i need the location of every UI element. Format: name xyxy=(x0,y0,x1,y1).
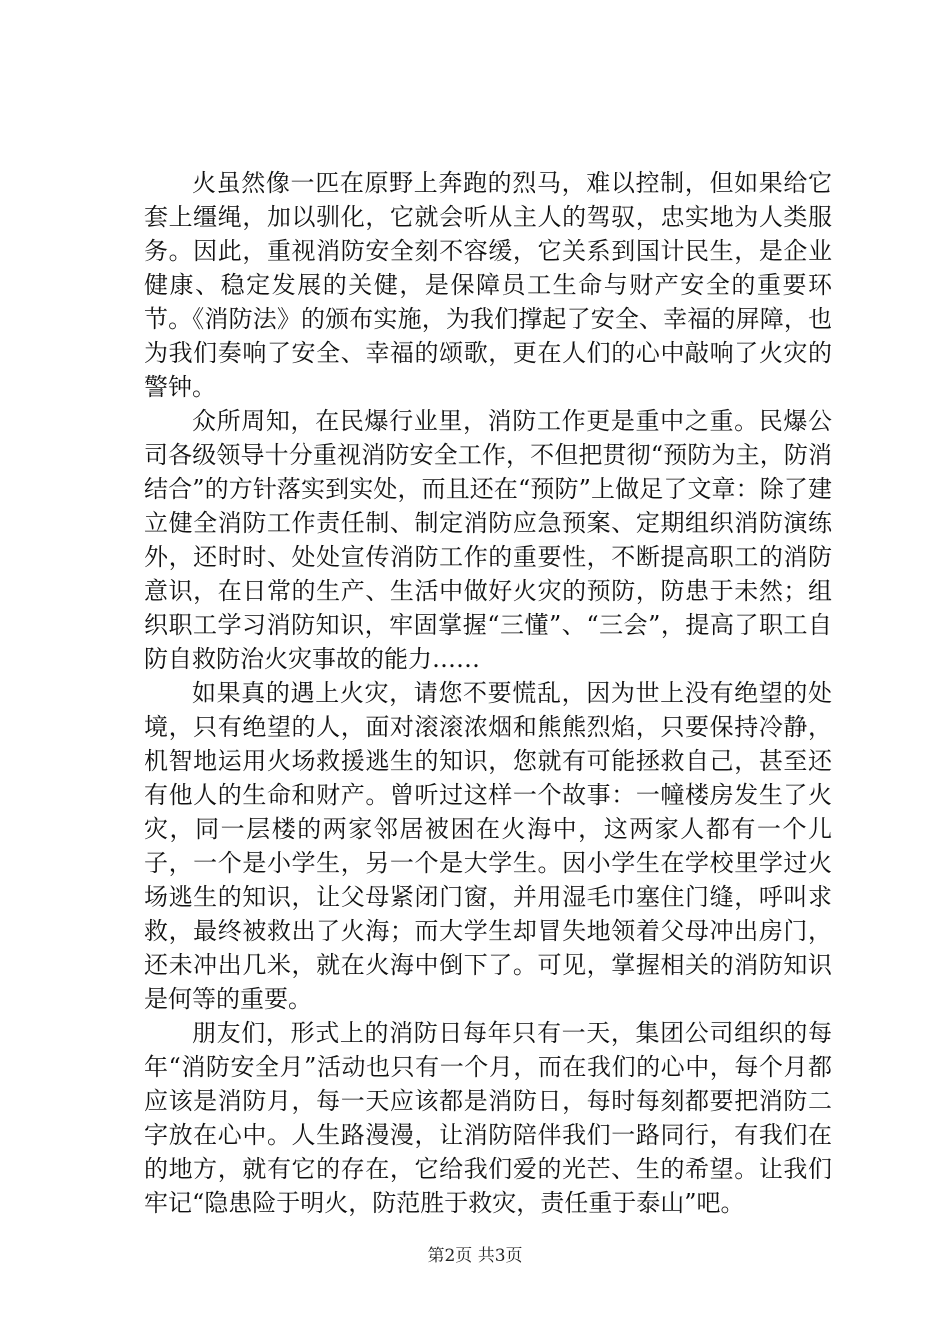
document-body xyxy=(144,166,832,1220)
paragraph-4: 朋友们，形式上的消防日每年只有一天，集团公司组织的每年“消防安全月”活动也只有一个月，而在我们的心中，每个月都应该是消防月，每一天应该都是消防日，每时每刻都要把消防二字放在心中。人生路漫漫，让消防陪伴我们一路同行，有我们在的地方，就有它的存在，它给我们爱的光芒、生的希望。让我们牢记“隐患险于明火，防范胜于救灾，责任重于泰山”吧。 xyxy=(144,1019,832,1217)
paragraph-2: 众所周知，在民爆行业里，消防工作更是重中之重。民爆公司各级领导十分重视消防安全工作，不但把贯彻“预防为主，防消结合”的方针落实到实处，而且还在“预防”上做足了文章：除了建立健全消防工作责任制、制定消防应急预案、定期组织消防演练外，还时时、处处宣传消防工作的重要性，不断提高职工的消防意识，在日常的生产、生活中做好火灾的预防，防患于未然；组织职工学习消防知识，牢固掌握“三懂”、“三会”，提高了职工自防自救防治火灾事故的能力…… xyxy=(144,407,832,673)
paragraph-1: 火虽然像一匹在原野上奔跑的烈马，难以控制，但如果给它套上缰绳，加以驯化，它就会听从主人的驾驭，忠实地为人类服务。因此，重视消防安全刻不容缓，它关系到国计民生，是企业健康、稳定发展的关健，是保障员工生命与财产安全的重要环节。《消防法》的颁布实施，为我们撑起了安全、幸福的屏障，也为我们奏响了安全、幸福的颂歌，更在人们的心中敲响了火灾的警钟。 xyxy=(144,169,832,401)
paragraph-3: 如果真的遇上火灾，请您不要慌乱，因为世上没有绝望的处境，只有绝望的人，面对滚滚浓烟和熊熊烈焰，只要保持冷静，机智地运用火场救援逃生的知识，您就有可能拯救自己，甚至还有他人的生命和财产。曾听过这样一个故事：一幢楼房发生了火灾，同一层楼的两家邻居被困在火海中，这两家人都有一个儿子，一个是小学生，另一个是大学生。因小学生在学校里学过火场逃生的知识，让父母紧闭门窗，并用湿毛巾塞住门缝，呼叫求救，最终被救出了火海；而大学生却冒失地领着父母冲出房门，还未冲出几米，就在火海中倒下了。可见，掌握相关的消防知识是何等的重要。 xyxy=(144,679,832,1013)
page-footer xyxy=(0,1241,950,1266)
page-number-label: 第2页 共3页 xyxy=(427,1246,523,1266)
